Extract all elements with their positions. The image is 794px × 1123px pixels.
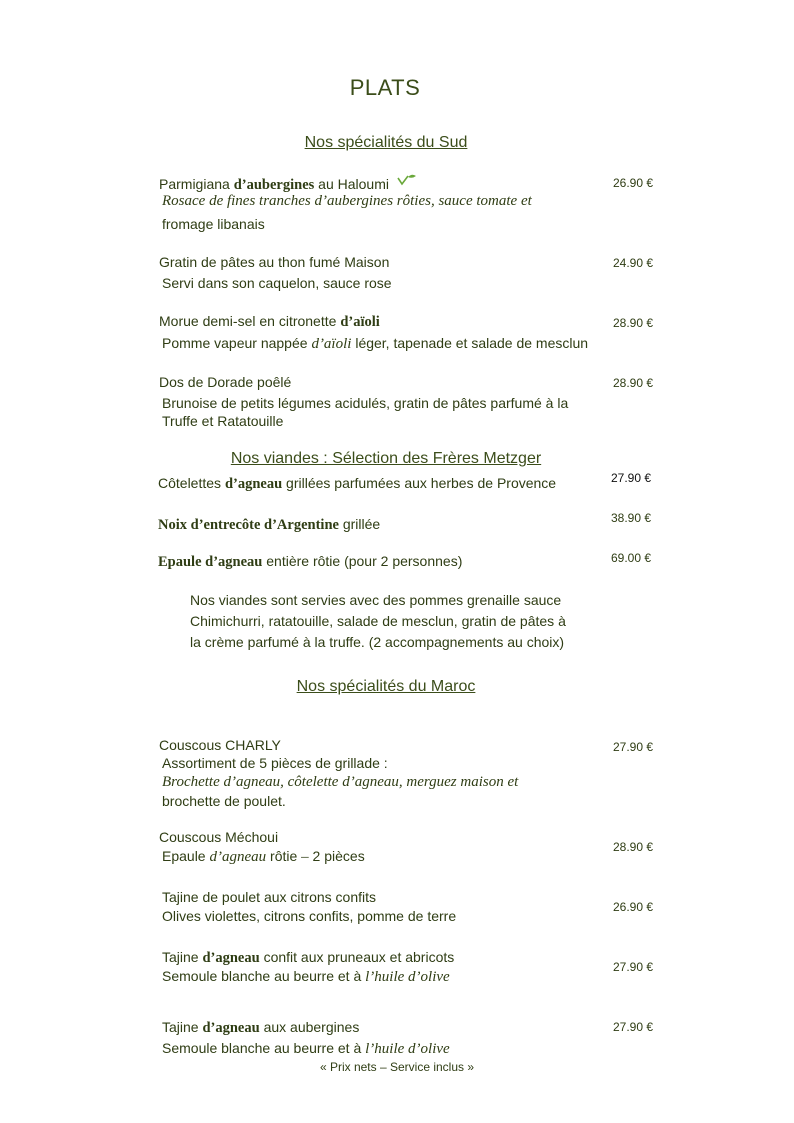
dish-name: Côtelettes d’agneau grillées parfumées aux herbes de Provence: [158, 475, 557, 492]
dish-description: Pomme vapeur nappée d’aïoli léger, tapenade et salade de mesclun: [162, 335, 589, 352]
dish-description: Rosace de fines tranches d’aubergines rôties, sauce tomate et: [162, 193, 532, 209]
dish-price: 38.90 €: [611, 511, 652, 525]
dish-description: Servi dans son caquelon, sauce rose: [162, 275, 392, 291]
dish-name: Tajine d’agneau aux aubergines: [162, 1019, 360, 1036]
dish-name: Epaule d’agneau entière rôtie (pour 2 personnes): [158, 553, 463, 570]
section-heading-sud: Nos spécialités du Sud: [304, 134, 468, 151]
leaf-check-icon: [397, 173, 417, 189]
dish-description: brochette de poulet.: [162, 793, 286, 809]
dish-price: 24.90 €: [613, 256, 654, 270]
footer-note: « Prix nets – Service inclus »: [319, 1060, 475, 1074]
dish-description: Brunoise de petits légumes acidulés, gratin de pâtes parfumé à la: [162, 395, 569, 411]
dish-name: Tajine de poulet aux citrons confits: [162, 889, 377, 905]
dish-price: 28.90 €: [613, 316, 654, 330]
dish-price: 28.90 €: [613, 840, 654, 854]
dish-price: 27.90 €: [613, 1020, 654, 1034]
dish-price: 27.90 €: [611, 471, 652, 485]
dish-price: 27.90 €: [613, 960, 654, 974]
dish-name: Parmigiana d’aubergines au Haloumi: [159, 173, 417, 194]
dish-price: 28.90 €: [613, 376, 654, 390]
dish-price: 26.90 €: [613, 900, 654, 914]
dish-name: Morue demi-sel en citronette d’aïoli: [159, 313, 380, 330]
dish-description: Semoule blanche au beurre et à l’huile d’olive: [162, 1040, 450, 1057]
dish-description: Brochette d’agneau, côtelette d’agneau, merguez maison et: [162, 774, 519, 790]
dish-description: Semoule blanche au beurre et à l’huile d’olive: [162, 968, 450, 985]
dish-name: Couscous Méchoui: [159, 829, 279, 845]
dish-description: Assortiment de 5 pièces de grillade :: [162, 755, 388, 771]
dish-name: Couscous CHARLY: [159, 737, 281, 753]
dish-name: Gratin de pâtes au thon fumé Maison: [159, 254, 390, 270]
dish-name: Dos de Dorade poêlé: [159, 374, 292, 390]
dish-description: Epaule d’agneau rôtie – 2 pièces: [162, 848, 365, 865]
dish-description: Truffe et Ratatouille: [162, 413, 284, 429]
dish-price: 26.90 €: [613, 176, 654, 190]
meat-side-note: Nos viandes sont servies avec des pommes grenaille sauce Chimichurri, ratatouille, salade de mesclun, gratin de pâtes à la crème parfumé à la truffe. (2 accompagnements au choix): [190, 592, 566, 650]
dish-name: Tajine d’agneau confit aux pruneaux et abricots: [162, 949, 455, 966]
dish-description: fromage libanais: [162, 216, 265, 232]
dish-price: 27.90 €: [613, 740, 654, 754]
dish-name: Noix d’entrecôte d’Argentine grillée: [158, 516, 381, 533]
section-heading-maroc: Nos spécialités du Maroc: [296, 678, 476, 695]
dish-price: 69.00 €: [611, 551, 652, 565]
dish-description: Olives violettes, citrons confits, pomme de terre: [162, 908, 457, 924]
section-heading-viandes: Nos viandes : Sélection des Frères Metzger: [230, 450, 542, 467]
page-title: PLATS: [349, 75, 421, 100]
